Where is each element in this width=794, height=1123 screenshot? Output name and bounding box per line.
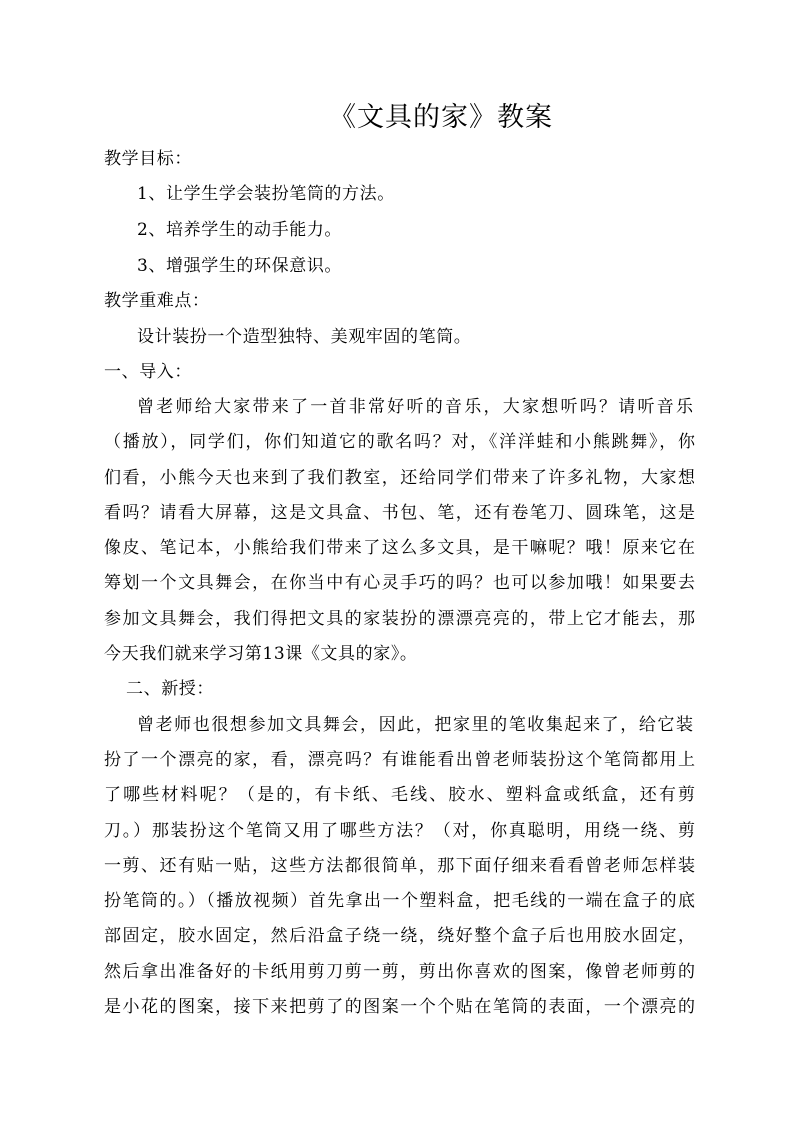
paragraph-line: 刀。）那装扮这个笔筒又用了哪些方法？（对，你真聪明，用绕一绕、剪 <box>104 821 695 841</box>
objective-2: 2、培养学生的动手能力。 <box>137 220 343 240</box>
document-title: 《文具的家》教案 <box>329 102 553 133</box>
section-heading-key-points: 教学重难点： <box>104 291 210 311</box>
key-point-text: 设计装扮一个造型独特、美观牢固的笔筒。 <box>137 327 472 347</box>
paragraph-line: 是小花的图案，接下来把剪了的图案一个个贴在笔筒的表面，一个漂亮的 <box>104 997 695 1017</box>
paragraph-line: 看吗？请看大屏幕，这是文具盒、书包、笔，还有卷笔刀、圆珠笔，这是 <box>104 503 695 523</box>
paragraph-line: 扮笔筒的。）（播放视频）首先拿出一个塑料盒，把毛线的一端在盒子的底 <box>104 891 695 911</box>
paragraph-line: 参加文具舞会，我们得把文具的家装扮的漂漂亮亮的，带上它才能去，那 <box>104 609 695 629</box>
paragraph-line: 筹划一个文具舞会，在你当中有心灵手巧的吗？也可以参加哦！如果要去 <box>104 573 695 593</box>
paragraph-line: 一剪、还有贴一贴，这些方法都很简单，那下面仔细来看看曾老师怎样装 <box>104 856 695 876</box>
objective-3: 3、增强学生的环保意识。 <box>137 256 343 276</box>
paragraph-line: 像皮、笔记本，小熊给我们带来了这么多文具，是干嘛呢？哦！原来它在 <box>104 538 695 558</box>
paragraph-line: 然后拿出准备好的卡纸用剪刀剪一剪，剪出你喜欢的图案，像曾老师剪的 <box>104 962 695 982</box>
paragraph-line: 了哪些材料呢？（是的，有卡纸、毛线、胶水、塑料盒或纸盒，还有剪 <box>104 785 695 805</box>
paragraph-line: 部固定，胶水固定，然后沿盒子绕一绕，绕好整个盒子后也用胶水固定， <box>104 926 695 946</box>
paragraph-line: 扮了一个漂亮的家，看，漂亮吗？有谁能看出曾老师装扮这个笔筒都用上 <box>104 750 695 770</box>
paragraph-line: （播放），同学们，你们知道它的歌名吗？对，《洋洋蛙和小熊跳舞》，你 <box>104 432 695 452</box>
section-heading-intro: 一、导入： <box>104 362 192 382</box>
paragraph-line: 曾老师给大家带来了一首非常好听的音乐，大家想听吗？请听音乐 <box>137 397 693 417</box>
paragraph-line: 今天我们就来学习第13课《文具的家》。 <box>104 644 418 664</box>
section-heading-objectives: 教学目标： <box>104 149 192 169</box>
paragraph-line: 们看，小熊今天也来到了我们教室，还给同学们带来了许多礼物，大家想 <box>104 468 695 488</box>
paragraph-line: 曾老师也很想参加文具舞会，因此，把家里的笔收集起来了，给它装 <box>137 715 693 735</box>
objective-1: 1、让学生学会装扮笔筒的方法。 <box>137 184 395 204</box>
section-heading-new-lesson: 二、新授： <box>126 679 214 699</box>
